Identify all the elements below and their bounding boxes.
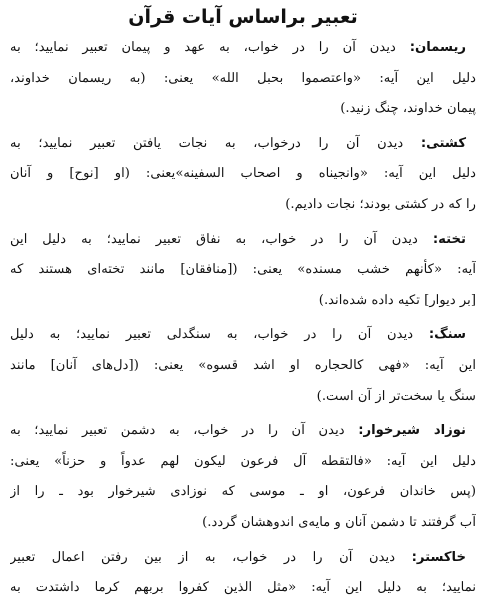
entry-term: کشتی: xyxy=(420,135,466,151)
entry-line: (پس خاندان فرعون، او ـ موسی که نوزادی شیرخوار بود ـ را از xyxy=(10,484,476,500)
entry-line: آب گرفتند تا دشمن آنان و مایه‌ی اندوهشان گردد.) xyxy=(202,514,476,530)
entry-term: خاکستر: xyxy=(411,549,466,565)
entry-first-line xyxy=(10,33,476,64)
entry-line: این آیه: «فهی کالحجاره او اشد قسوه» یعنی: ([دل‌های آنان] مانند xyxy=(10,357,476,373)
entry-line: دلیل این آیه: «واعتصموا بحبل الله» یعنی: (به ریسمان خداوند، xyxy=(10,70,476,86)
entry-line: نمایید؛ به دلیل این آیه: «مثل الذین کفروا بربهم کرما داشتدت به xyxy=(10,580,476,596)
entry-ash xyxy=(10,543,476,604)
entry-infant xyxy=(10,416,476,538)
entry-first-line xyxy=(10,543,476,574)
entry-line: [بر دیوار] تکیه داده شده‌اند.) xyxy=(318,292,476,308)
entry-text: دیدن آن را در خواب، به عهد و پیمان تعبیر نمایید؛ به xyxy=(10,40,396,55)
entry-line: سنگ یا سخت‌تر از آن است.) xyxy=(316,388,476,404)
entry-term: ریسمان: xyxy=(409,40,466,55)
entry-text: دیدن آن را در خواب، به سنگدلی تعبیر نمایید؛ به دلیل xyxy=(10,327,414,343)
entry-line: پیمان خداوند، چنگ زنید.) xyxy=(340,101,476,117)
entry-line: آیه: «کأنهم خشب مسنده» یعنی: ([منافقان] مانند تخته‌ای هستند که xyxy=(10,262,476,278)
entry-term: تخته: xyxy=(432,231,466,247)
entry-first-line xyxy=(10,320,476,351)
entry-term: سنگ: xyxy=(428,327,466,343)
entry-line: دلیل این آیه: «فالتقطه آل فرعون لیکون لهم عدواً و حزناً» یعنی: xyxy=(10,453,476,469)
entry-text: دیدن آن را درخواب، به نجات یافتن تعبیر نمایید؛ به xyxy=(10,135,404,151)
entry-term: نوزاد شیرخوار: xyxy=(358,423,466,439)
entry-line: دلیل این آیه: «وانجیناه و اصحاب السفینه»یعنی: (او [نوح] و آنان xyxy=(10,166,476,182)
entry-first-line xyxy=(10,129,476,160)
entry-text: دیدن آن را در خواب، به از بین رفتن اعمال تعبیر xyxy=(10,549,396,565)
entry-first-line xyxy=(10,416,476,447)
document-page xyxy=(10,4,476,608)
page-title: تعبیر براساس آیات قرآن xyxy=(128,6,358,28)
entry-text: دیدن آن را در خواب، به نفاق تعبیر نمایید؛ به دلیل این xyxy=(10,231,418,247)
entry-line: را که در کشتی بودند؛ نجات دادیم.) xyxy=(285,196,476,212)
entry-ship xyxy=(10,129,476,221)
entry-plank xyxy=(10,225,476,317)
entry-stone xyxy=(10,320,476,412)
entry-rope xyxy=(10,33,476,125)
entry-text: دیدن آن را در خواب، به دشمن تعبیر نمایید؛ به xyxy=(10,423,345,439)
entry-first-line xyxy=(10,225,476,256)
